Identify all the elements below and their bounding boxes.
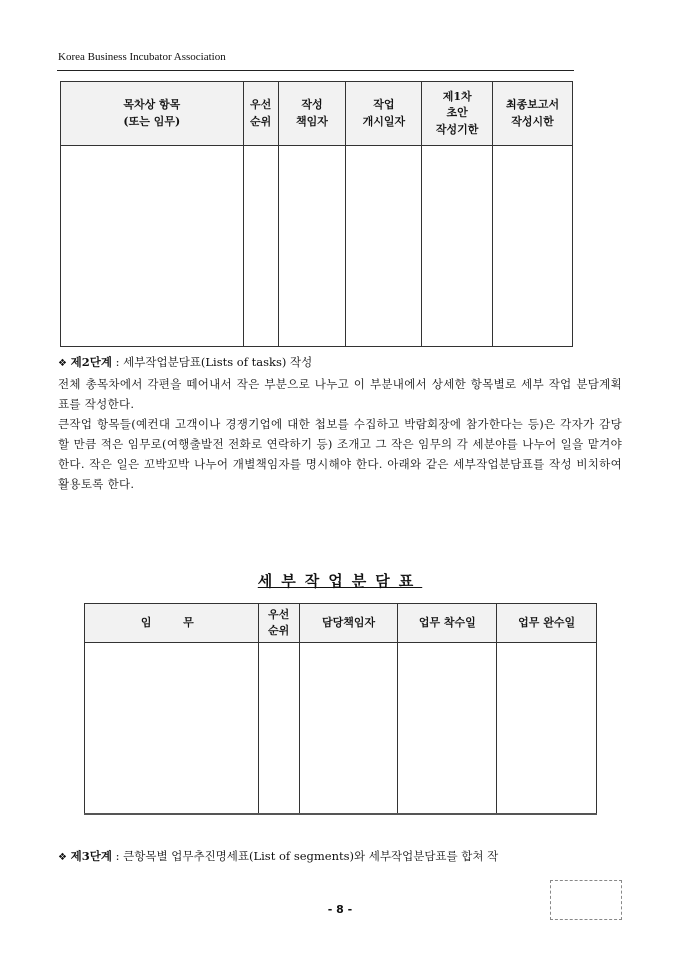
- stamp-box: [550, 880, 622, 920]
- step3-text: : 큰항목별 업무추진명세표(List of segments)와 세부작업분담표를 합쳐 작: [111, 849, 499, 863]
- table-cell[interactable]: [278, 146, 346, 347]
- step3-label: 제3단계: [70, 849, 112, 863]
- header-rule: [57, 70, 574, 71]
- step2-text: : 세부작업분담표(Lists of tasks) 작성: [111, 355, 313, 369]
- task-assignment-table: [84, 603, 597, 815]
- column-header-first-draft-deadline: 제1차 초안 작성기한: [422, 82, 493, 146]
- column-header-item: 목차상 항목 (또는 임무): [61, 82, 244, 146]
- diamond-bullet-icon: ❖: [58, 358, 67, 369]
- column-header-completion-date: 업무 완수일: [497, 604, 597, 643]
- column-header-start-date: 작업 개시일자: [346, 82, 422, 146]
- column-header-owner: 담당책임자: [299, 604, 398, 643]
- table-cell[interactable]: [85, 643, 259, 815]
- column-header-priority: 우선 순위: [258, 604, 299, 643]
- table-header-row: [61, 82, 573, 146]
- table-cell[interactable]: [299, 643, 398, 815]
- diamond-bullet-icon: ❖: [58, 852, 67, 863]
- table-cell[interactable]: [61, 146, 244, 347]
- step2-label: 제2단계: [70, 355, 112, 369]
- table-cell[interactable]: [422, 146, 493, 347]
- step2-heading: [58, 352, 312, 374]
- paragraph: 큰작업 항목들(예컨대 고객이나 경쟁기업에 대한 첩보를 수집하고 박람회장에 참가한다는 등)은 각자가 감당할 만큼 적은 임무로(여행출발전 전화로 연락하기 등) 조개고 그 작은 임무의 각 세분야를 나누어 일을 맡겨야 한다. 작은 일은 꼬박꼬박 나누어 개별책임자를 명시해야 한다. 아래와 같은 세부작업분담표를 작성 비치하여 활용토록 한다.: [58, 417, 622, 491]
- column-header-writer: 작성 책임자: [278, 82, 346, 146]
- table-cell[interactable]: [398, 643, 497, 815]
- table-row: [85, 643, 597, 815]
- table-header-row: [85, 604, 597, 643]
- table-of-contents-assignment-table: [60, 81, 573, 347]
- paragraph: 전체 총목차에서 각편을 떼어내서 작은 부분으로 나누고 이 부분내에서 상세한 항목별로 세부 작업 분담계획표를 작성한다.: [58, 377, 622, 411]
- column-header-priority: 우선 순위: [243, 82, 278, 146]
- table-cell[interactable]: [493, 146, 573, 347]
- table-cell[interactable]: [258, 643, 299, 815]
- page-number: - 8 -: [327, 903, 353, 916]
- step2-body: [58, 374, 622, 494]
- table-row: [61, 146, 573, 347]
- column-header-start-date: 업무 착수일: [398, 604, 497, 643]
- table-cell[interactable]: [497, 643, 597, 815]
- column-header-task: 임 무: [85, 604, 259, 643]
- step3-heading: [58, 846, 498, 868]
- table-cell[interactable]: [243, 146, 278, 347]
- table-cell[interactable]: [346, 146, 422, 347]
- task-table-title: 세부작업분담표: [257, 572, 423, 590]
- running-header: Korea Business Incubator Association: [58, 51, 226, 63]
- column-header-final-report-deadline: 최종보고서 작성시한: [493, 82, 573, 146]
